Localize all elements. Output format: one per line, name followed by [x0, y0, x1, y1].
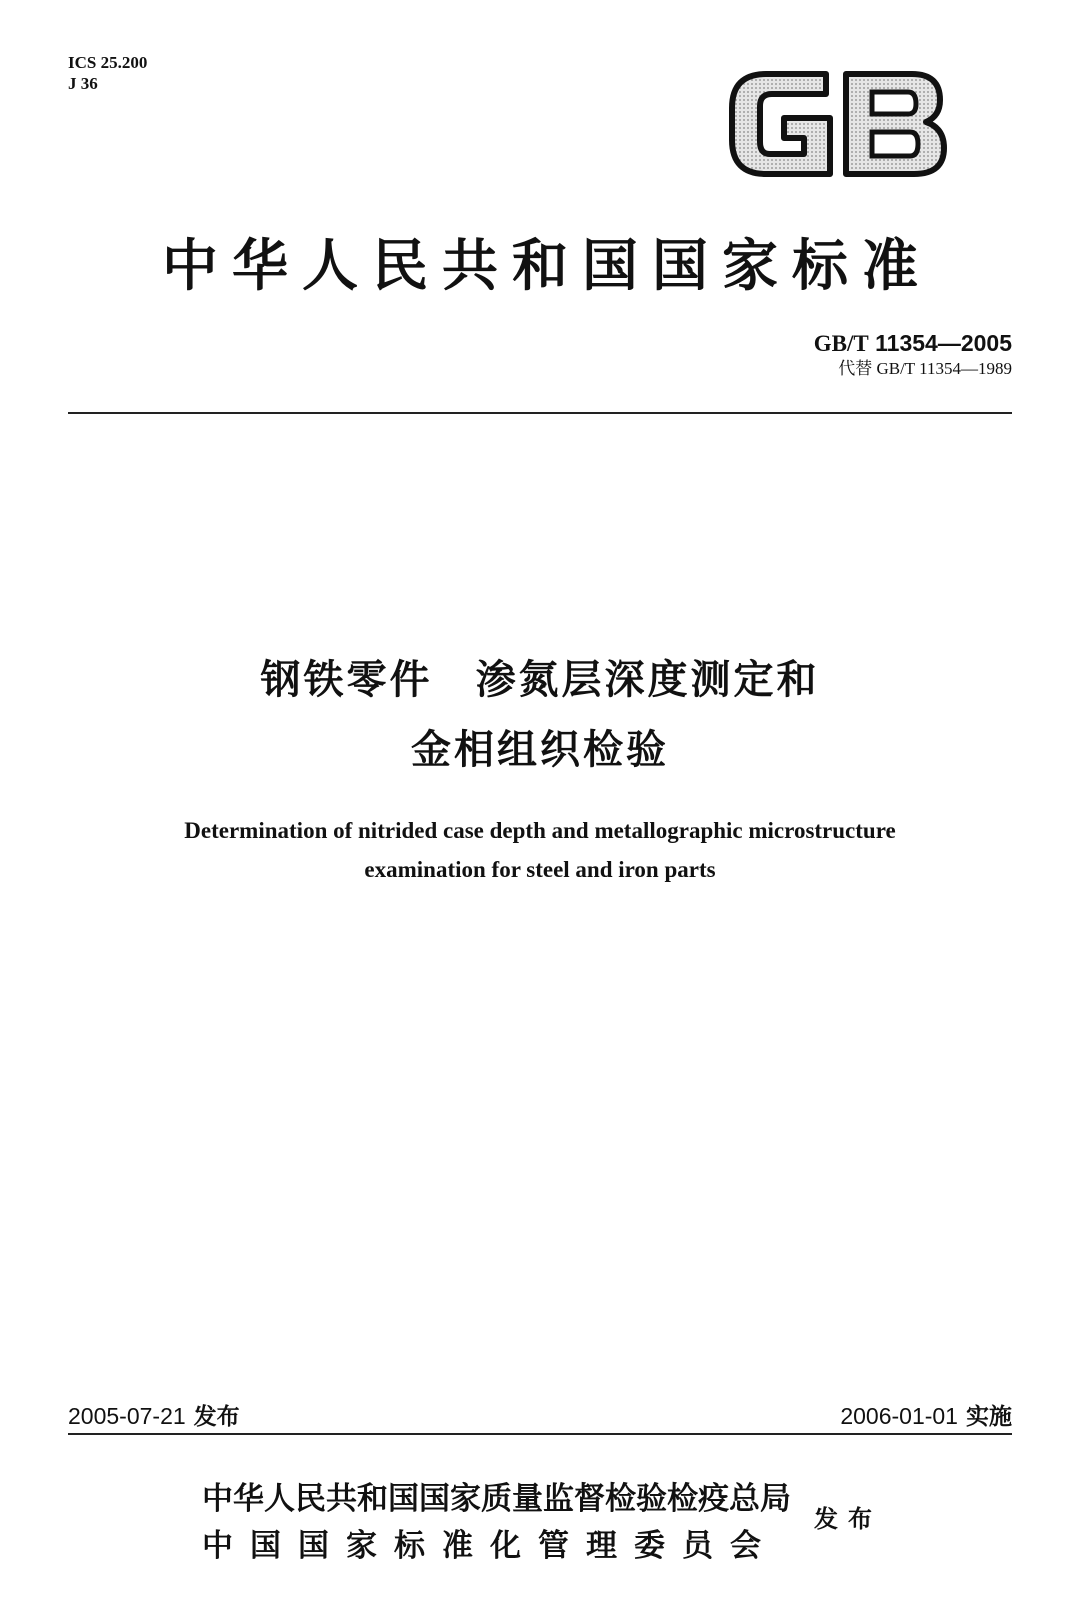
doc-title-en-line2: examination for steel and iron parts	[364, 857, 716, 882]
publisher-suffix: 发布	[814, 1505, 882, 1533]
gb-logo	[726, 66, 952, 182]
effective-date-label: 实施	[957, 1404, 1012, 1430]
replaces-note: 代替 GB/T 11354—1989	[838, 359, 1012, 378]
standard-number-main: 11354—2005	[868, 330, 1012, 356]
top-divider	[68, 412, 1012, 414]
publisher-line2: 中国国家标准化管理委员会	[202, 1528, 778, 1564]
doc-title-cn-line1: 钢铁零件 渗氮层深度测定和	[260, 657, 820, 703]
bottom-divider	[68, 1433, 1012, 1435]
issue-date-label: 发布	[185, 1404, 240, 1430]
effective-date	[840, 1398, 1012, 1431]
issue-date-value: 2005-07-21	[68, 1403, 186, 1429]
standard-number	[814, 330, 1012, 357]
publisher-line1: 中华人民共和国国家质量监督检验检疫总局	[202, 1481, 791, 1517]
issue-date	[68, 1398, 240, 1431]
doc-title-en-line1: Determination of nitrided case depth and metallographic microstructure	[184, 818, 896, 843]
effective-date-value: 2006-01-01	[840, 1403, 958, 1429]
doc-title-cn-line2: 金相组织检验	[411, 727, 669, 773]
class-code: J 36	[68, 74, 98, 93]
national-standard-title: 中华人民共和国国家标准	[162, 233, 932, 299]
gb-logo-graphic	[726, 66, 952, 182]
standard-number-prefix: GB/T	[813, 331, 869, 356]
ics-code: ICS 25.200	[68, 53, 148, 72]
classification-block	[68, 52, 147, 94]
